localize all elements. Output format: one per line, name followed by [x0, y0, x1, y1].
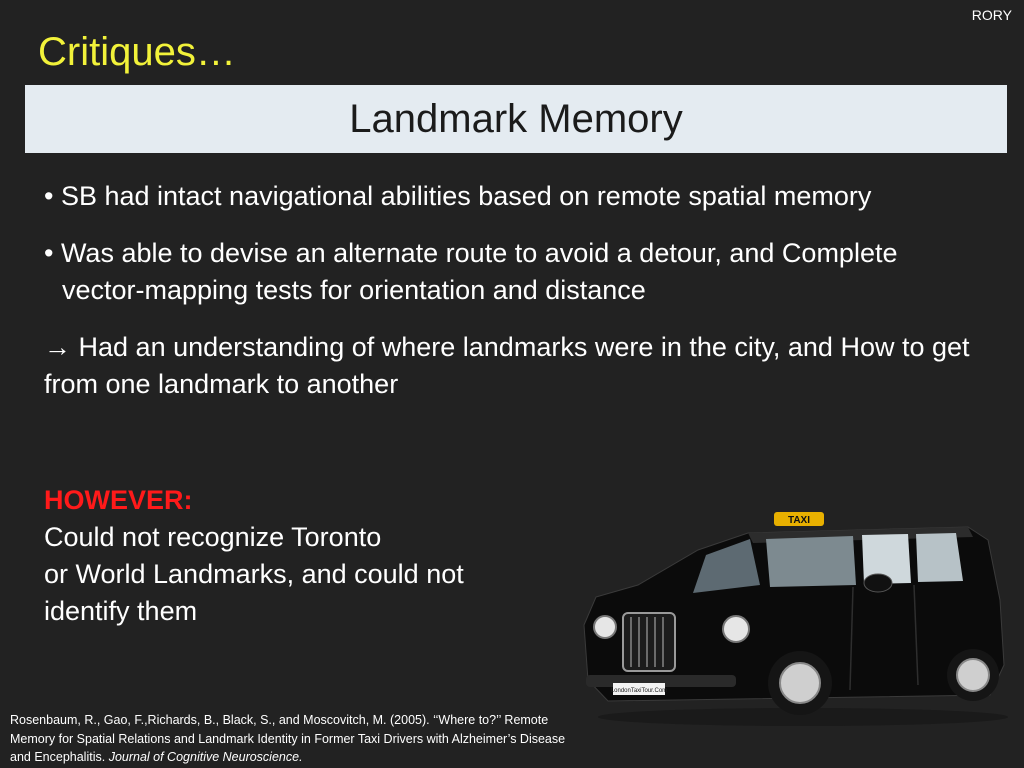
citation	[10, 711, 585, 767]
taxi-headlight	[723, 616, 749, 642]
taxi-hubcap	[780, 663, 820, 703]
bullet-item: • Was able to devise an alternate route to avoid a detour, and Complete vector-mapping tests for orientation and distance	[44, 238, 898, 305]
however-line: Could not recognize Toronto	[44, 522, 382, 552]
taxi-plate-text: LondonTaxiTour.Com	[610, 688, 668, 694]
taxi-hubcap	[957, 659, 989, 691]
conclusion-item	[44, 329, 984, 403]
bullet-item: • SB had intact navigational abilities based on remote spatial memory	[44, 181, 872, 211]
slide-title: Critiques…	[38, 30, 236, 74]
however-line: identify them	[44, 596, 198, 626]
taxi-mirror	[864, 574, 892, 592]
taxi-headlight	[594, 616, 616, 638]
taxi-roof-sign-text: TAXI	[787, 515, 811, 526]
section-banner	[25, 85, 1007, 153]
however-line: or World Landmarks, and could not	[44, 559, 464, 589]
however-label: HOWEVER:	[44, 485, 193, 515]
bullet-list	[44, 178, 984, 423]
citation-journal: Journal of Cognitive Neuroscience.	[108, 750, 303, 764]
taxi-side-window	[766, 536, 856, 587]
right-arrow-icon: →	[44, 332, 71, 362]
presenter-name: RORY	[971, 7, 1012, 23]
conclusion-text: Had an understanding of where landmarks were in the city, and How to get from one landmark to another	[44, 332, 970, 399]
however-block	[44, 482, 564, 630]
section-banner-label: Landmark Memory	[349, 96, 683, 141]
citation-text: Rosenbaum, R., Gao, F.,Richards, B., Black, S., and Moscovitch, M. (2005). ‘‘Where to?’’ Remote Memory for Spatial Relations and Landmark Identity in Former Taxi Drivers with Alzheimer’s Disease and Encephalitis.	[10, 713, 566, 764]
taxi-side-window	[916, 533, 963, 582]
taxi-image	[578, 505, 1008, 727]
